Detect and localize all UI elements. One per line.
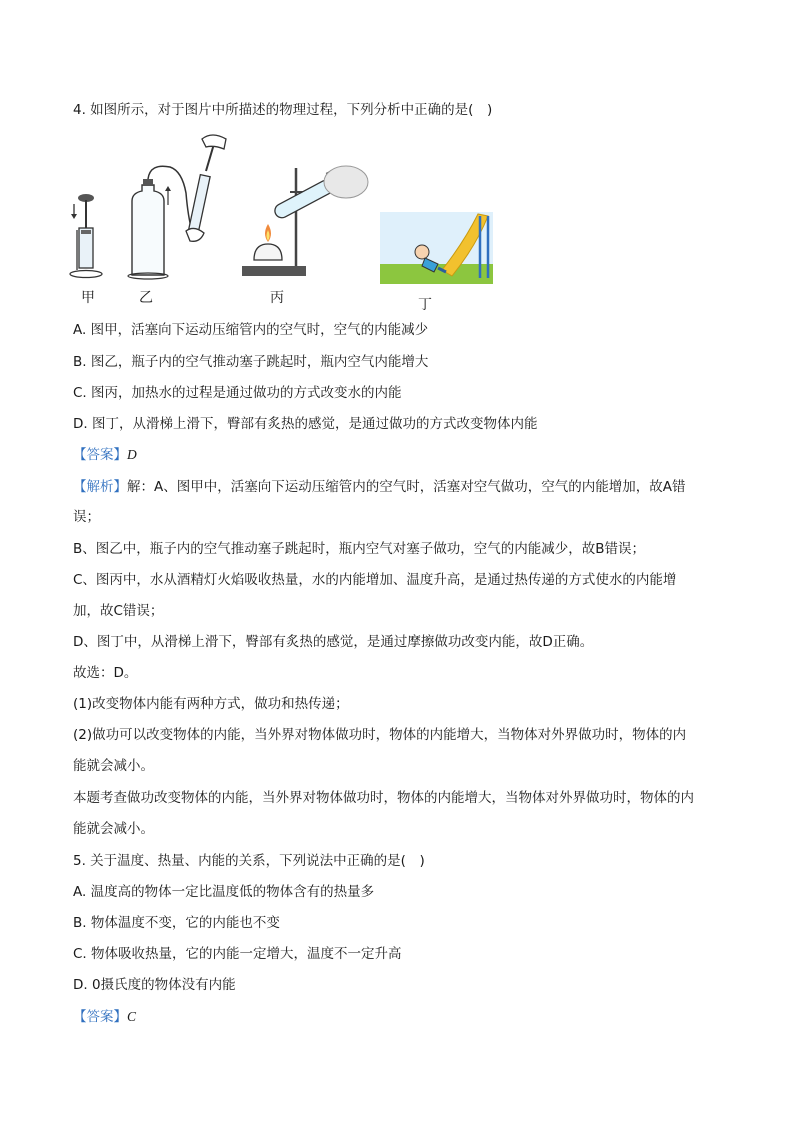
q5-option-d: D. 0摄氏度的物体没有内能 [73, 977, 236, 993]
answer-value: D [127, 447, 137, 462]
analysis-line-5: 加，故C错误； [73, 603, 164, 619]
q5-option-c: C. 物体吸收热量，它的内能一定增大，温度不一定升高 [73, 946, 402, 962]
q4-stem: 4. 如图所示，对于图片中所描述的物理过程，下列分析中正确的是( ) [73, 102, 493, 118]
q5-option-b: B. 物体温度不变，它的内能也不变 [73, 915, 280, 931]
analysis-line-12: 能就会减小。 [73, 821, 154, 837]
figure-label-jia: 甲 [81, 290, 95, 306]
q5-answer [73, 1007, 136, 1027]
analysis-text: 解：A、图甲中，活塞向下运动压缩管内的空气时，活塞对空气做功，空气的内能增加，故A错 [127, 479, 686, 495]
analysis-line-4: C、图丙中，水从酒精灯火焰吸收热量，水的内能增加、温度升高，是通过热传递的方式使水的内能增 [73, 572, 677, 588]
answer-value: C [127, 1009, 137, 1024]
figure-yi-bottle-pump [120, 133, 238, 281]
analysis-line-10: 能就会减小。 [73, 758, 154, 774]
analysis-line-6: D、图丁中，从滑梯上滑下，臀部有炙热的感觉，是通过摩擦做功改变内能，故D正确。 [73, 634, 594, 650]
analysis-tag: 【解析】 [73, 479, 127, 495]
analysis-line-11: 本题考查做功改变物体的内能，当外界对物体做功时，物体的内能增大，当物体对外界做功时，物体的内 [73, 790, 694, 806]
figure-bing-test-tube [236, 152, 370, 280]
q5-stem: 5. 关于温度、热量、内能的关系，下列说法中正确的是( ) [73, 853, 425, 869]
figure-label-bing: 丙 [270, 290, 284, 306]
q4-option-d: D. 图丁，从滑梯上滑下，臀部有炙热的感觉，是通过做功的方式改变物体内能 [73, 416, 538, 432]
figure-jia-piston [68, 190, 108, 282]
q5-option-a: A. 温度高的物体一定比温度低的物体含有的热量多 [73, 884, 375, 900]
analysis-line-1 [73, 477, 685, 497]
q4-answer [73, 445, 137, 465]
answer-tag: 【答案】 [73, 447, 127, 463]
answer-tag: 【答案】 [73, 1009, 127, 1025]
analysis-line-8: (1)改变物体内能有两种方式，做功和热传递； [73, 696, 349, 712]
q4-option-a: A. 图甲，活塞向下运动压缩管内的空气时，空气的内能减少 [73, 322, 429, 338]
q4-option-c: C. 图丙，加热水的过程是通过做功的方式改变水的内能 [73, 385, 402, 401]
figure-ding-slide [380, 212, 493, 284]
analysis-line-2: 误； [73, 509, 100, 525]
figure-label-yi: 乙 [139, 290, 153, 306]
analysis-line-7: 故选：D。 [73, 665, 138, 681]
q4-option-b: B. 图乙，瓶子内的空气推动塞子跳起时，瓶内空气内能增大 [73, 354, 429, 370]
analysis-line-9: (2)做功可以改变物体的内能，当外界对物体做功时，物体的内能增大，当物体对外界做功时，物体的内 [73, 727, 687, 743]
analysis-line-3: B、图乙中，瓶子内的空气推动塞子跳起时，瓶内空气对塞子做功，空气的内能减少，故B错误； [73, 541, 646, 557]
figure-label-ding: 丁 [418, 297, 432, 313]
